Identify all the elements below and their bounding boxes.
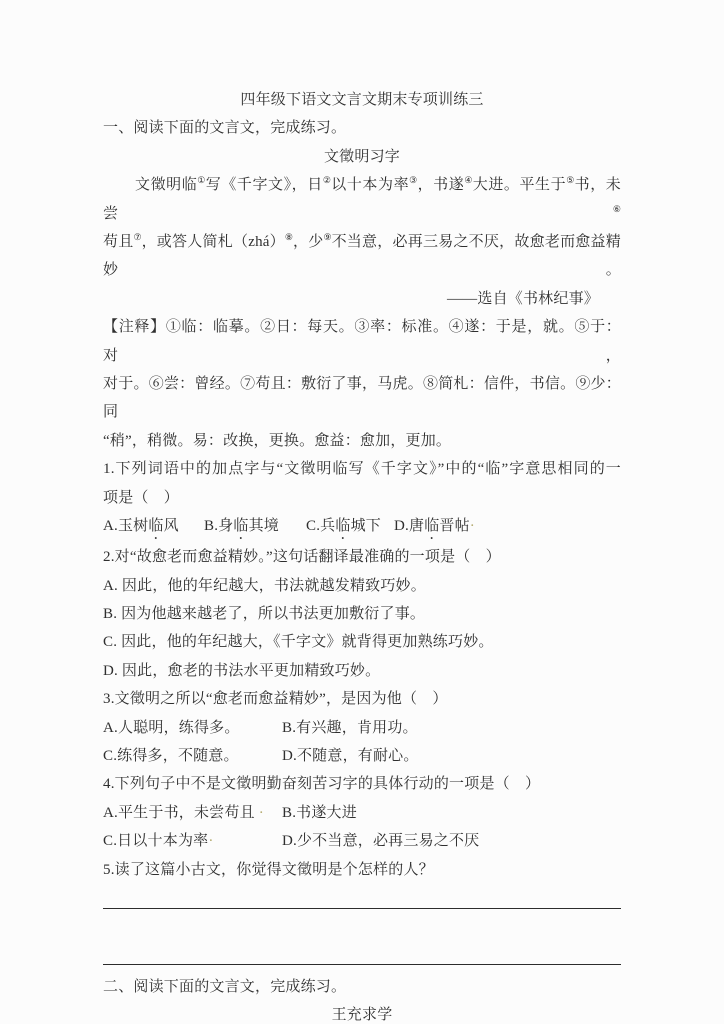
passage-title: 文徵明习字 [323, 148, 400, 165]
question-4-stem: 4.下列句子中不是文徵明勤奋刻苦习字的具体行动的一项是（ ） [103, 776, 541, 793]
question-3-option-a: A.人聪明，练得多。 [103, 719, 240, 736]
passage-line-2: 苟且⑦，或答人简札（zhá）⑧，少⑨不当意，必再三易之不厌，故愈老而愈益精妙。 [103, 232, 621, 279]
question-4-option-d: D.少不当意，必再三易之不厌 [282, 833, 480, 850]
question-1-options [103, 512, 621, 543]
question-4-options-row-2 [103, 827, 621, 855]
passage-line-1: 文徵明临①写《千字文》，日②以十本为率③，书遂④大进。平生于⑤书，未尝⑥ [103, 175, 621, 222]
question-4-option-b: B.书遂大进 [282, 804, 357, 821]
footnote-ref-8: ⑧ [284, 232, 293, 243]
stray-mark: · [208, 833, 214, 850]
emphasized-char: 临 [424, 518, 440, 535]
emphasized-char: 临 [233, 518, 249, 535]
emphasized-char: 临 [148, 518, 164, 535]
footnote-ref-4: ④ [464, 175, 473, 186]
footnote-ref-5: ⑤ [566, 175, 575, 186]
section1-instruction: 一、阅读下面的文言文，完成练习。 [103, 120, 347, 137]
question-3-options-row-2 [103, 742, 621, 770]
notes-line-2: 对于。⑥尝：曾经。⑦苟且：敷衍了事，马虎。⑧简札：信件，书信。⑨少：同 [103, 376, 621, 421]
question-3-stem: 3.文徵明之所以“愈老而愈益精妙”，是因为他（ ） [103, 691, 448, 708]
notes-line-1: 【注释】①临：临摹。②日：每天。③率：标准。④遂：于是，就。⑤于：对， [103, 319, 621, 364]
question-3-option-c: C.练得多，不随意。 [103, 747, 239, 764]
question-2-option-b: B. 因为他越来越老了，所以书法更加敷衍了事。 [103, 605, 426, 622]
footnote-ref-1: ① [197, 175, 206, 186]
passage-source: ——选自《书林纪事》 [446, 290, 599, 307]
document-body [103, 86, 621, 1024]
answer-blank-line-1 [103, 884, 621, 909]
footnote-ref-2: ② [322, 175, 332, 186]
page-title: 四年级下语文文言文期末专项训练三 [240, 92, 484, 108]
notes-line-3: “稍”，稍微。易：改换，更换。愈益：愈加，更加。 [103, 432, 452, 449]
question-2-option-c: C. 因此，他的年纪越大，《千字文》就背得更加熟练巧妙。 [103, 634, 494, 651]
question-1-option-d: D.唐临晋帖 [394, 518, 470, 535]
question-3-option-d: D.不随意，有耐心。 [282, 747, 419, 764]
stray-mark: · [258, 804, 264, 821]
question-1-stem-line-2: 项是（ ） [103, 489, 180, 506]
question-1-stem-line-1: 1.下列词语中的加点字与“文徵明临写《千字文》”中的“临”字意思相同的一 [103, 461, 621, 478]
question-3-options-row-1 [103, 714, 621, 742]
question-1-option-a: A.玉树临风 [103, 518, 179, 535]
answer-blank-line-2 [103, 909, 621, 965]
section2-passage-title: 王充求学 [331, 1007, 393, 1024]
question-3-option-b: B.有兴趣，肯用功。 [282, 719, 418, 736]
question-2-option-a: A. 因此，他的年纪越大，书法就越发精致巧妙。 [103, 577, 426, 594]
section2-instruction: 二、阅读下面的文言文，完成练习。 [103, 978, 347, 995]
footnote-ref-9: ⑨ [323, 232, 332, 243]
question-2-option-d: D. 因此，愈老的书法水平更加精致巧妙。 [103, 662, 381, 679]
stray-mark: · [469, 518, 475, 535]
footnote-ref-3: ③ [409, 175, 418, 186]
footnote-ref-6: ⑥ [612, 203, 621, 214]
question-2-stem: 2.对“故愈老而愈益精妙。”这句话翻译最准确的一项是（ ） [103, 549, 501, 566]
emphasized-char: 临 [335, 518, 351, 535]
question-4-options-row-1 [103, 799, 621, 827]
footnote-ref-7: ⑦ [133, 232, 142, 243]
question-5-stem: 5.读了这篇小古文，你觉得文徵明是个怎样的人？ [103, 861, 434, 878]
question-1-option-c: C.兵临城下 [306, 518, 381, 535]
question-4-option-c: C.日以十本为率· [103, 833, 214, 850]
question-1-option-b: B.身临其境 [204, 518, 279, 535]
question-4-option-a: A.平生于书，未尝苟且 · [103, 804, 264, 821]
